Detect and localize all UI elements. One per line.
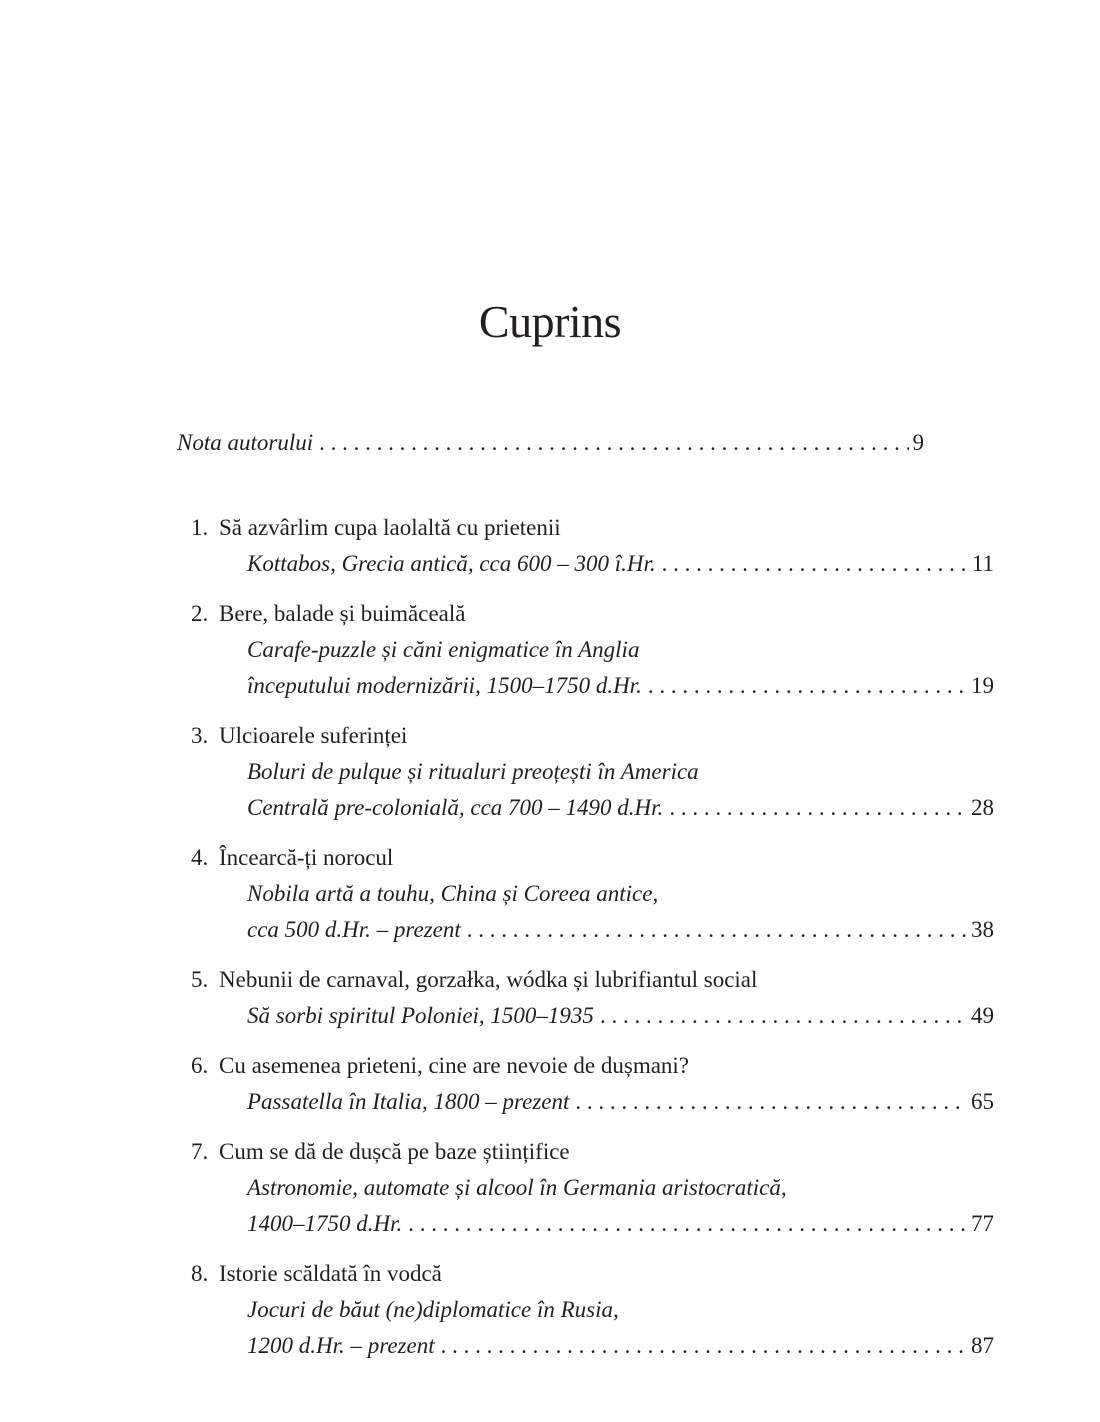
dot-leader	[663, 790, 967, 826]
chapter-subtitle: Boluri de pulque și ritualuri preoțești în America	[247, 759, 699, 784]
toc-entry-chapter-5[interactable]	[177, 962, 994, 1034]
chapter-subtitle: Nobila artă a touhu, China și Coreea antice,	[247, 881, 659, 906]
chapter-title: Cum se dă de dușcă pe baze științifice	[219, 1139, 570, 1164]
table-of-contents	[177, 425, 994, 1378]
page-number: 38	[971, 917, 994, 942]
author-note-label: Nota autorului	[177, 430, 314, 455]
chapter-heading	[177, 962, 924, 998]
chapter-subtitle: Kottabos, Grecia antică, cca 600 – 300 î.Hr.	[247, 551, 656, 576]
toc-entry-chapter-3[interactable]	[177, 718, 994, 826]
chapter-subtitle: începutului modernizării, 1500–1750 d.Hr.	[247, 673, 642, 698]
toc-entry-chapter-6[interactable]	[177, 1048, 994, 1120]
chapter-subtitle-line	[177, 1328, 994, 1364]
chapter-heading	[177, 1048, 924, 1084]
chapter-subtitle-line	[177, 668, 994, 704]
chapter-number: 7.	[191, 1139, 209, 1164]
dot-leader	[461, 912, 967, 948]
chapter-heading	[177, 510, 924, 546]
dot-leader	[435, 1328, 967, 1364]
chapter-title: Să azvârlim cupa laolaltă cu prietenii	[219, 515, 561, 540]
toc-entry-chapter-8[interactable]	[177, 1256, 994, 1364]
chapter-number: 3.	[191, 723, 209, 748]
chapter-subtitle: Să sorbi spiritul Poloniei, 1500–1935	[247, 1003, 594, 1028]
dot-leader	[642, 668, 967, 704]
chapter-title: Încearcă-ți norocul	[219, 845, 394, 870]
toc-entry-author-note[interactable]	[177, 425, 924, 461]
toc-entry-chapter-7[interactable]	[177, 1134, 994, 1242]
page-number: 9	[912, 430, 924, 455]
toc-entry-chapter-4[interactable]	[177, 840, 994, 948]
chapter-number: 4.	[191, 845, 209, 870]
page-number: 28	[971, 795, 994, 820]
chapter-subtitle: Centrală pre-colonială, cca 700 – 1490 d.Hr.	[247, 795, 664, 820]
chapter-heading	[177, 840, 924, 876]
dot-leader	[402, 1206, 967, 1242]
page-number: 87	[971, 1333, 994, 1358]
dot-leader	[313, 425, 908, 461]
chapter-heading	[177, 596, 924, 632]
page-number: 65	[971, 1089, 994, 1114]
page-number: 77	[971, 1211, 994, 1236]
chapter-subtitle: 1400–1750 d.Hr.	[247, 1211, 403, 1236]
chapter-number: 1.	[191, 515, 209, 540]
chapter-subtitle-line	[177, 1084, 994, 1120]
page-number: 19	[971, 673, 994, 698]
chapter-subtitle-line	[177, 1206, 994, 1242]
chapter-subtitle: 1200 d.Hr. – prezent	[247, 1333, 435, 1358]
chapter-number: 5.	[191, 967, 209, 992]
chapter-number: 8.	[191, 1261, 209, 1286]
chapter-subtitle: Jocuri de băut (ne)diplomatice în Rusia,	[247, 1297, 619, 1322]
chapter-heading	[177, 1256, 924, 1292]
dot-leader	[594, 998, 967, 1034]
chapter-subtitle: Passatella în Italia, 1800 – prezent	[247, 1089, 570, 1114]
dot-leader	[569, 1084, 967, 1120]
chapter-subtitle-line	[177, 790, 994, 826]
chapter-number: 6.	[191, 1053, 209, 1078]
page-number: 11	[971, 551, 994, 576]
chapter-title: Cu asemenea prieteni, cine are nevoie de dușmani?	[219, 1053, 690, 1078]
chapter-heading	[177, 718, 924, 754]
chapter-subtitle-line	[177, 998, 994, 1034]
chapter-subtitle: Carafe-puzzle și căni enigmatice în Anglia	[247, 637, 640, 662]
toc-entry-chapter-1[interactable]	[177, 510, 994, 582]
chapter-heading	[177, 1134, 924, 1170]
chapter-title: Istorie scăldată în vodcă	[219, 1261, 442, 1286]
chapter-subtitle-line	[177, 546, 994, 582]
chapter-subtitle: Astronomie, automate și alcool în Germania aristocratică,	[247, 1175, 787, 1200]
page-number: 49	[971, 1003, 994, 1028]
chapter-subtitle: cca 500 d.Hr. – prezent	[247, 917, 461, 942]
chapter-title: Bere, balade și buimăceală	[219, 601, 466, 626]
page-title: Cuprins	[478, 296, 622, 347]
chapter-subtitle-line	[177, 912, 994, 948]
chapter-title: Nebunii de carnaval, gorzałka, wódka și lubrifiantul social	[219, 967, 758, 992]
toc-entry-chapter-2[interactable]	[177, 596, 994, 704]
dot-leader	[656, 546, 968, 582]
chapter-title: Ulcioarele suferinței	[219, 723, 408, 748]
chapter-number: 2.	[191, 601, 209, 626]
